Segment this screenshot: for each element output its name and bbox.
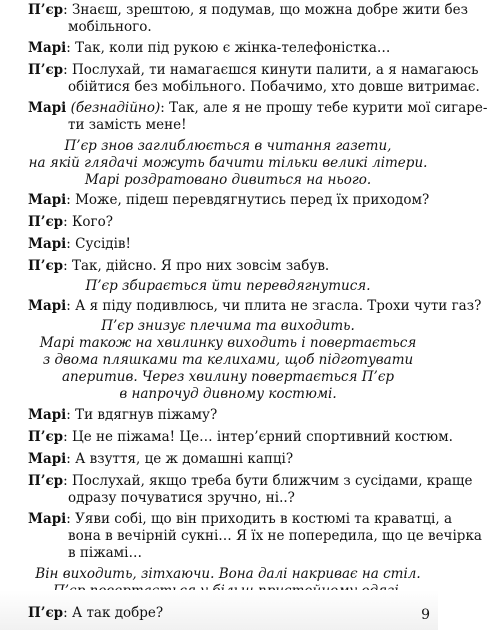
stage-direction: в напрочуд дивному костюмі.	[119, 386, 337, 402]
dialogue-text: Ти вдягнув піжаму?	[75, 407, 218, 423]
speaker-separator: :	[63, 214, 72, 230]
stage-direction: П’єр збирається йти перевдягнутися.	[85, 278, 371, 294]
speaker-separator: :	[66, 511, 76, 527]
speaker-name: Марі	[28, 192, 67, 208]
dialogue-line	[28, 451, 428, 468]
stage-direction: Марі роздратовано дивиться на нього.	[84, 172, 372, 188]
dialogue-line	[28, 511, 452, 528]
speaker-name: Марі	[28, 40, 67, 56]
speaker-name: П’єр	[28, 214, 64, 230]
speaker-name: Марі	[28, 298, 67, 314]
speaker-name: П’єр	[28, 258, 64, 274]
dialogue-line	[28, 62, 479, 79]
dialogue-line	[28, 40, 428, 57]
dialogue-line	[28, 407, 428, 424]
dialogue-line	[28, 298, 482, 315]
dialogue-text: Це не піжама! Це… інтер’єрний спортивний костюм.	[71, 429, 453, 445]
dialogue-text: А так добре?	[71, 605, 164, 621]
speaker-name: Марі	[28, 511, 67, 527]
stage-direction: з двома пляшками та келихами, щоб підготувати	[42, 352, 414, 368]
stage-direction: Він виходить, зітхаючи. Вона далі накриває на стіл.	[35, 566, 421, 582]
dialogue-text: Сусідів!	[75, 236, 131, 252]
dialogue-line	[28, 473, 473, 490]
stage-direction-inline: (безнадійно)	[70, 100, 161, 116]
stage-direction: П’єр знов заглиблюється в читання газети,	[64, 138, 392, 154]
speaker-separator: :	[66, 407, 76, 423]
speaker-separator: :	[63, 605, 72, 621]
speaker-name: П’єр	[28, 62, 64, 78]
dialogue-continuation: в піжамі…	[68, 545, 142, 561]
speaker-separator: :	[63, 473, 72, 489]
dialogue-line	[28, 214, 428, 231]
speaker-separator: :	[63, 429, 72, 445]
dialogue-text: Послухай, ти намагаєшся кинути палити, а я намагаюсь	[71, 62, 479, 78]
speaker-separator: :	[66, 40, 76, 56]
dialogue-text: А взуття, це ж домашні капці?	[75, 451, 294, 467]
dialogue-text: А я піду подивлюсь, чи плита не згасла. Трохи чути газ?	[75, 298, 482, 314]
speaker-name: Марі	[28, 236, 67, 252]
dialogue-text: Знаєш, зрештою, я подумав, що можна добре жити без	[71, 2, 469, 18]
dialogue-continuation: обійтися без мобільного. Побачимо, хто довше витримає.	[68, 79, 480, 95]
dialogue-line	[28, 258, 428, 275]
speaker-separator: :	[63, 258, 72, 274]
stage-direction: аперитив. Через хвилину повертається П’єр	[61, 369, 395, 385]
dialogue-line	[28, 2, 469, 19]
speaker-separator: :	[66, 236, 76, 252]
speaker-name: Марі	[28, 451, 67, 467]
dialogue-continuation: ти замість мене!	[68, 117, 187, 133]
page-number: 9	[421, 607, 430, 623]
stage-direction: П’єр знизує плечима та виходить.	[101, 318, 355, 334]
dialogue-line	[28, 429, 453, 446]
speaker-name: Марі	[28, 407, 67, 423]
dialogue-continuation: вона в вечірній сукні… Я їх не попередила, що це вечірка	[68, 528, 482, 544]
dialogue-line	[28, 100, 487, 117]
dialogue-line	[28, 605, 428, 622]
speaker-name: П’єр	[28, 473, 64, 489]
dialogue-text: Може, підеш перевдягнутись перед їх приходом?	[75, 192, 430, 208]
speaker-separator: :	[66, 451, 76, 467]
dialogue-text: Так, дійсно. Я про них зовсім забув.	[71, 258, 330, 274]
speaker-name: П’єр	[28, 605, 64, 621]
dialogue-line	[28, 236, 428, 253]
dialogue-continuation: мобільного.	[68, 19, 152, 35]
dialogue-line	[28, 192, 428, 209]
speaker-separator: :	[63, 2, 72, 18]
dialogue-continuation: одразу почуватися зручно, ні..?	[68, 490, 295, 506]
stage-direction: на якій глядачі можуть бачити тільки великі літери.	[28, 155, 428, 171]
dialogue-text: Кого?	[71, 214, 113, 230]
speaker-name: П’єр	[28, 2, 64, 18]
dialogue-text: Так, але я не прошу тебе курити мої сигаре-	[169, 100, 487, 116]
dialogue-text: Так, коли під рукою є жінка-телефоністка…	[75, 40, 391, 56]
speaker-name: Марі	[28, 100, 67, 116]
stage-direction: Марі також на хвилинку виходить і повертається	[39, 335, 417, 351]
speaker-name: П’єр	[28, 429, 64, 445]
dialogue-text: Послухай, якщо треба бути ближчим з сусідами, краще	[71, 473, 473, 489]
speaker-separator: :	[160, 100, 170, 116]
speaker-separator: :	[63, 62, 72, 78]
speaker-separator: :	[66, 192, 76, 208]
dialogue-text: Уяви собі, що він приходить в костюмі та краватці, а	[75, 511, 452, 527]
speaker-separator: :	[66, 298, 76, 314]
